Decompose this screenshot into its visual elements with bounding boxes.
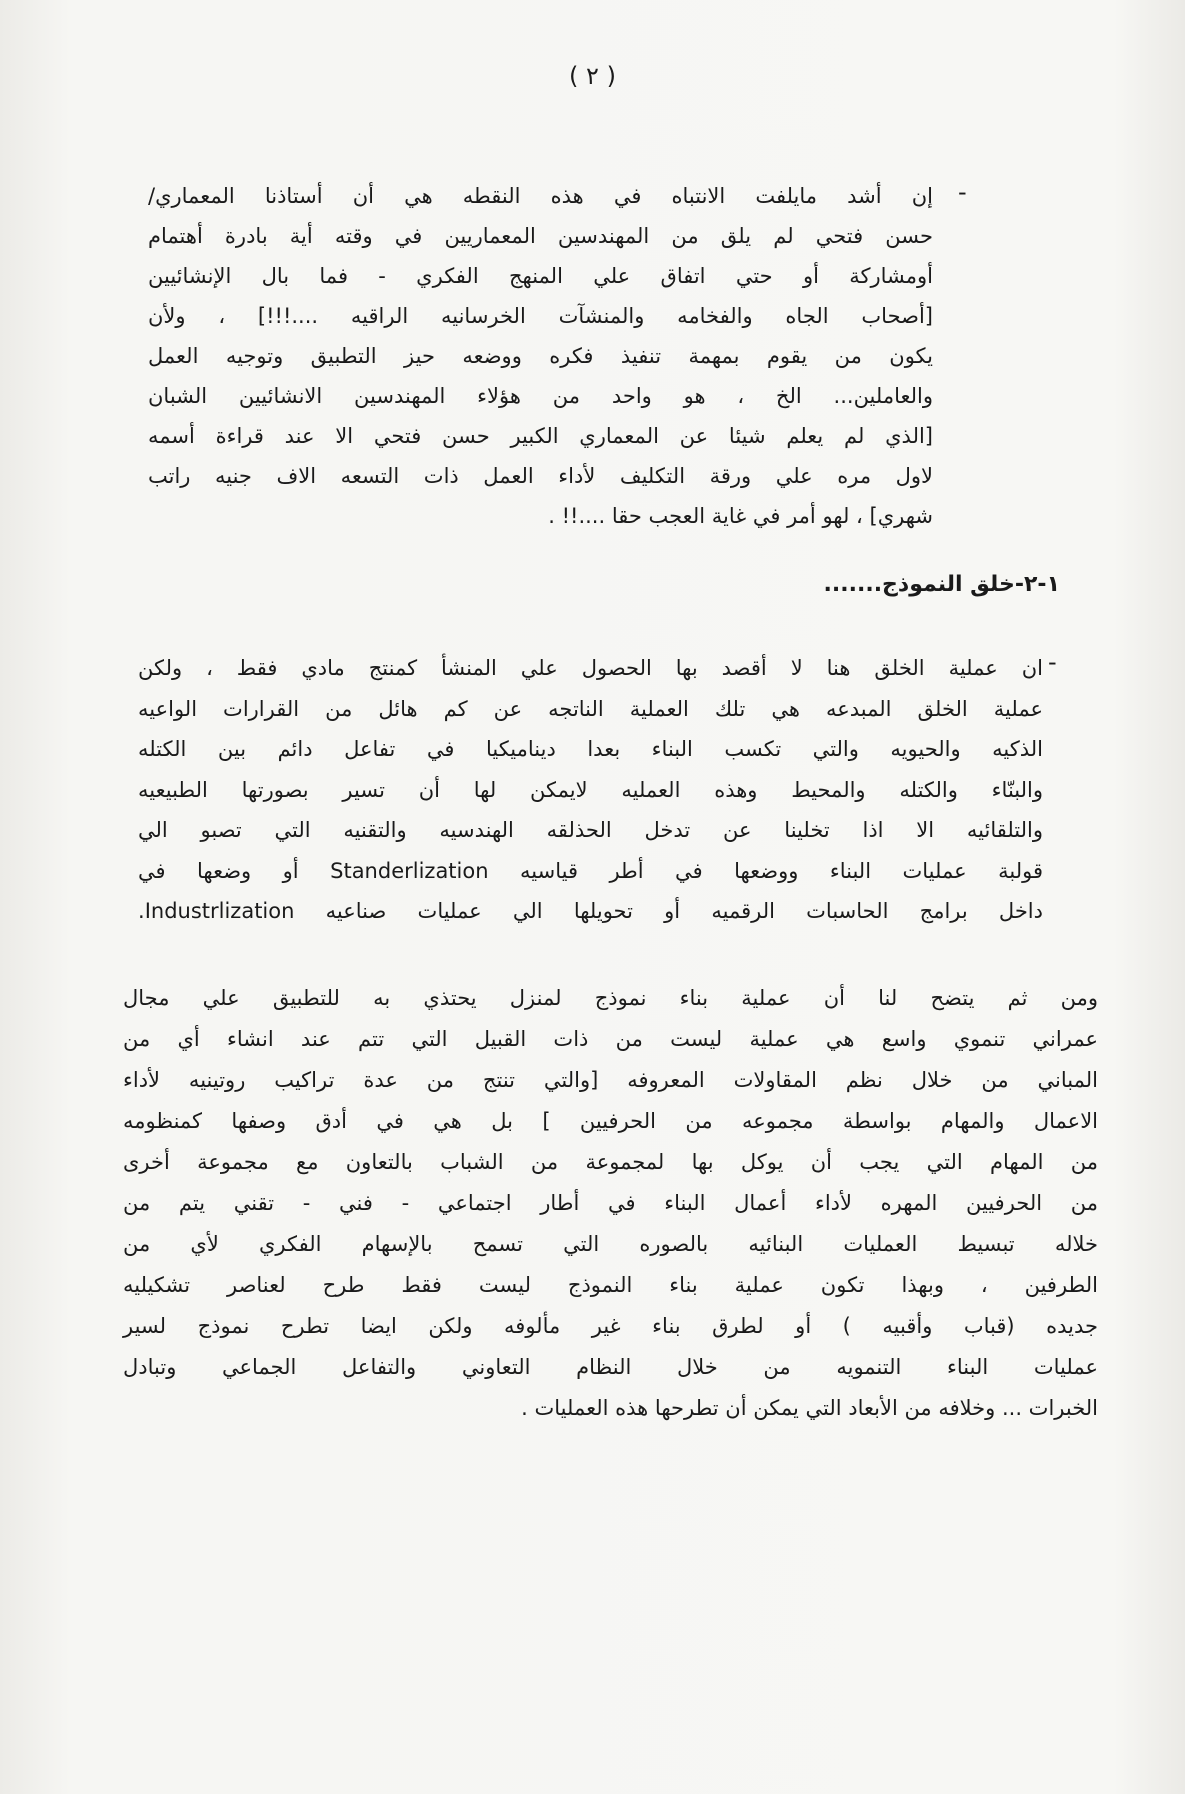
- text-line: من الحرفيين المهره لأداء أعمال البناء في أطار اجتماعي - فني - تقني يتم من: [123, 1191, 1098, 1215]
- text-line: والتلقائيه الا اذا تخلينا عن تدخل الحذلقه الهندسيه والتقنيه التي تصبو الي: [138, 818, 1043, 842]
- text-line: الخبرات ... وخلافه من الأبعاد التي يمكن أن تطرحها هذه العمليات .: [521, 1396, 1098, 1420]
- text-line: الذكيه والحيويه والتي تكسب البناء بعدا ديناميكيا في تفاعل دائم بين الكتله: [138, 737, 1043, 761]
- text-line: قولبة عمليات البناء ووضعها في أطر قياسيه Standerlization أو وضعها في: [138, 858, 1043, 883]
- text-line: لاول مره علي ورقة التكليف لأداء العمل ذات التسعه الاف جنيه راتب: [148, 464, 933, 488]
- text-line: والعاملين... الخ ، هو واحد من هؤلاء المهندسين الانشائيين الشبان: [148, 384, 933, 408]
- section-heading: ١-٢-خلق النموذج.......: [823, 572, 1060, 597]
- text-line: ومن ثم يتضح لنا أن عملية بناء نموذج لمنزل يحتذي به للتطبيق علي مجال: [123, 986, 1098, 1010]
- text-line: شهري] ، لهو أمر في غاية العجب حقا ....!! .: [548, 504, 933, 528]
- text-line: إن أشد مايلفت الانتباه في هذه النقطه هي أن أستاذنا المعماري/: [148, 184, 933, 208]
- text-line: [الذي لم يعلم شيئا عن المعماري الكبير حسن فتحي الا عند قراءة أسمه: [148, 424, 933, 448]
- text-line: المباني من خلال نظم المقاولات المعروفه [والتي تنتج من عدة تراكيب روتينيه لأداء: [123, 1068, 1098, 1092]
- paragraph-2: [138, 648, 1043, 932]
- text-line: عمراني تنموي واسع هي عملية ليست من ذات القبيل التي تتم عند انشاء أي من: [123, 1027, 1098, 1051]
- text-line: خلاله تبسيط العمليات البنائيه بالصوره التي تسمح بالإسهام الفكري لأي من: [123, 1232, 1098, 1256]
- paragraph-3: [123, 978, 1098, 1429]
- text-line: داخل برامج الحاسبات الرقميه أو تحويلها الي عمليات صناعيه Industrlization.: [138, 899, 1043, 923]
- text-line: عمليات البناء التنمويه من خلال النظام التعاوني والتفاعل الجماعي وتبادل: [123, 1355, 1098, 1379]
- text-line: الاعمال والمهام بواسطة مجموعه من الحرفيين ] بل هي في أدق وصفها كمنظومه: [123, 1109, 1098, 1133]
- page-number: ( ٢ ): [569, 62, 616, 90]
- text-line: أومشاركة أو حتي اتفاق علي المنهج الفكري - فما بال الإنشائيين: [148, 264, 933, 288]
- text-line: عملية الخلق المبدعه هي تلك العملية الناتجه عن كم هائل من القرارات الواعيه: [138, 696, 1043, 721]
- bullet-dash: -: [958, 178, 967, 206]
- text-line: الطرفين ، وبهذا تكون عملية بناء النموذج ليست فقط طرح لعناصر تشكيليه: [123, 1273, 1098, 1297]
- text-line: حسن فتحي لم يلق من المهندسين المعماريين في وقته أية بادرة أهتمام: [148, 224, 933, 248]
- text-line: ان عملية الخلق هنا لا أقصد بها الحصول علي المنشأ كمنتج مادي فقط ، ولكن: [138, 656, 1043, 680]
- text-line: والبنّاء والكتله والمحيط وهذه العمليه لايمكن لها أن تسير بصورتها الطبيعيه: [138, 777, 1043, 802]
- paragraph-1: [148, 176, 933, 536]
- text-line: من المهام التي يجب أن يوكل بها لمجموعة من الشباب بالتعاون مع مجموعة أخرى: [123, 1150, 1098, 1174]
- text-line: يكون من يقوم بمهمة تنفيذ فكره ووضعه حيز التطبيق وتوجيه العمل: [148, 344, 933, 368]
- text-line: [أصحاب الجاه والفخامه والمنشآت الخرسانيه الراقيه ....!!!] ، ولأن: [148, 304, 933, 328]
- text-line: جديده (قباب وأقبيه ) أو لطرق بناء غير مألوفه ولكن ايضا تطرح نموذج لسير: [123, 1314, 1098, 1338]
- bullet-dash: -: [1048, 648, 1057, 676]
